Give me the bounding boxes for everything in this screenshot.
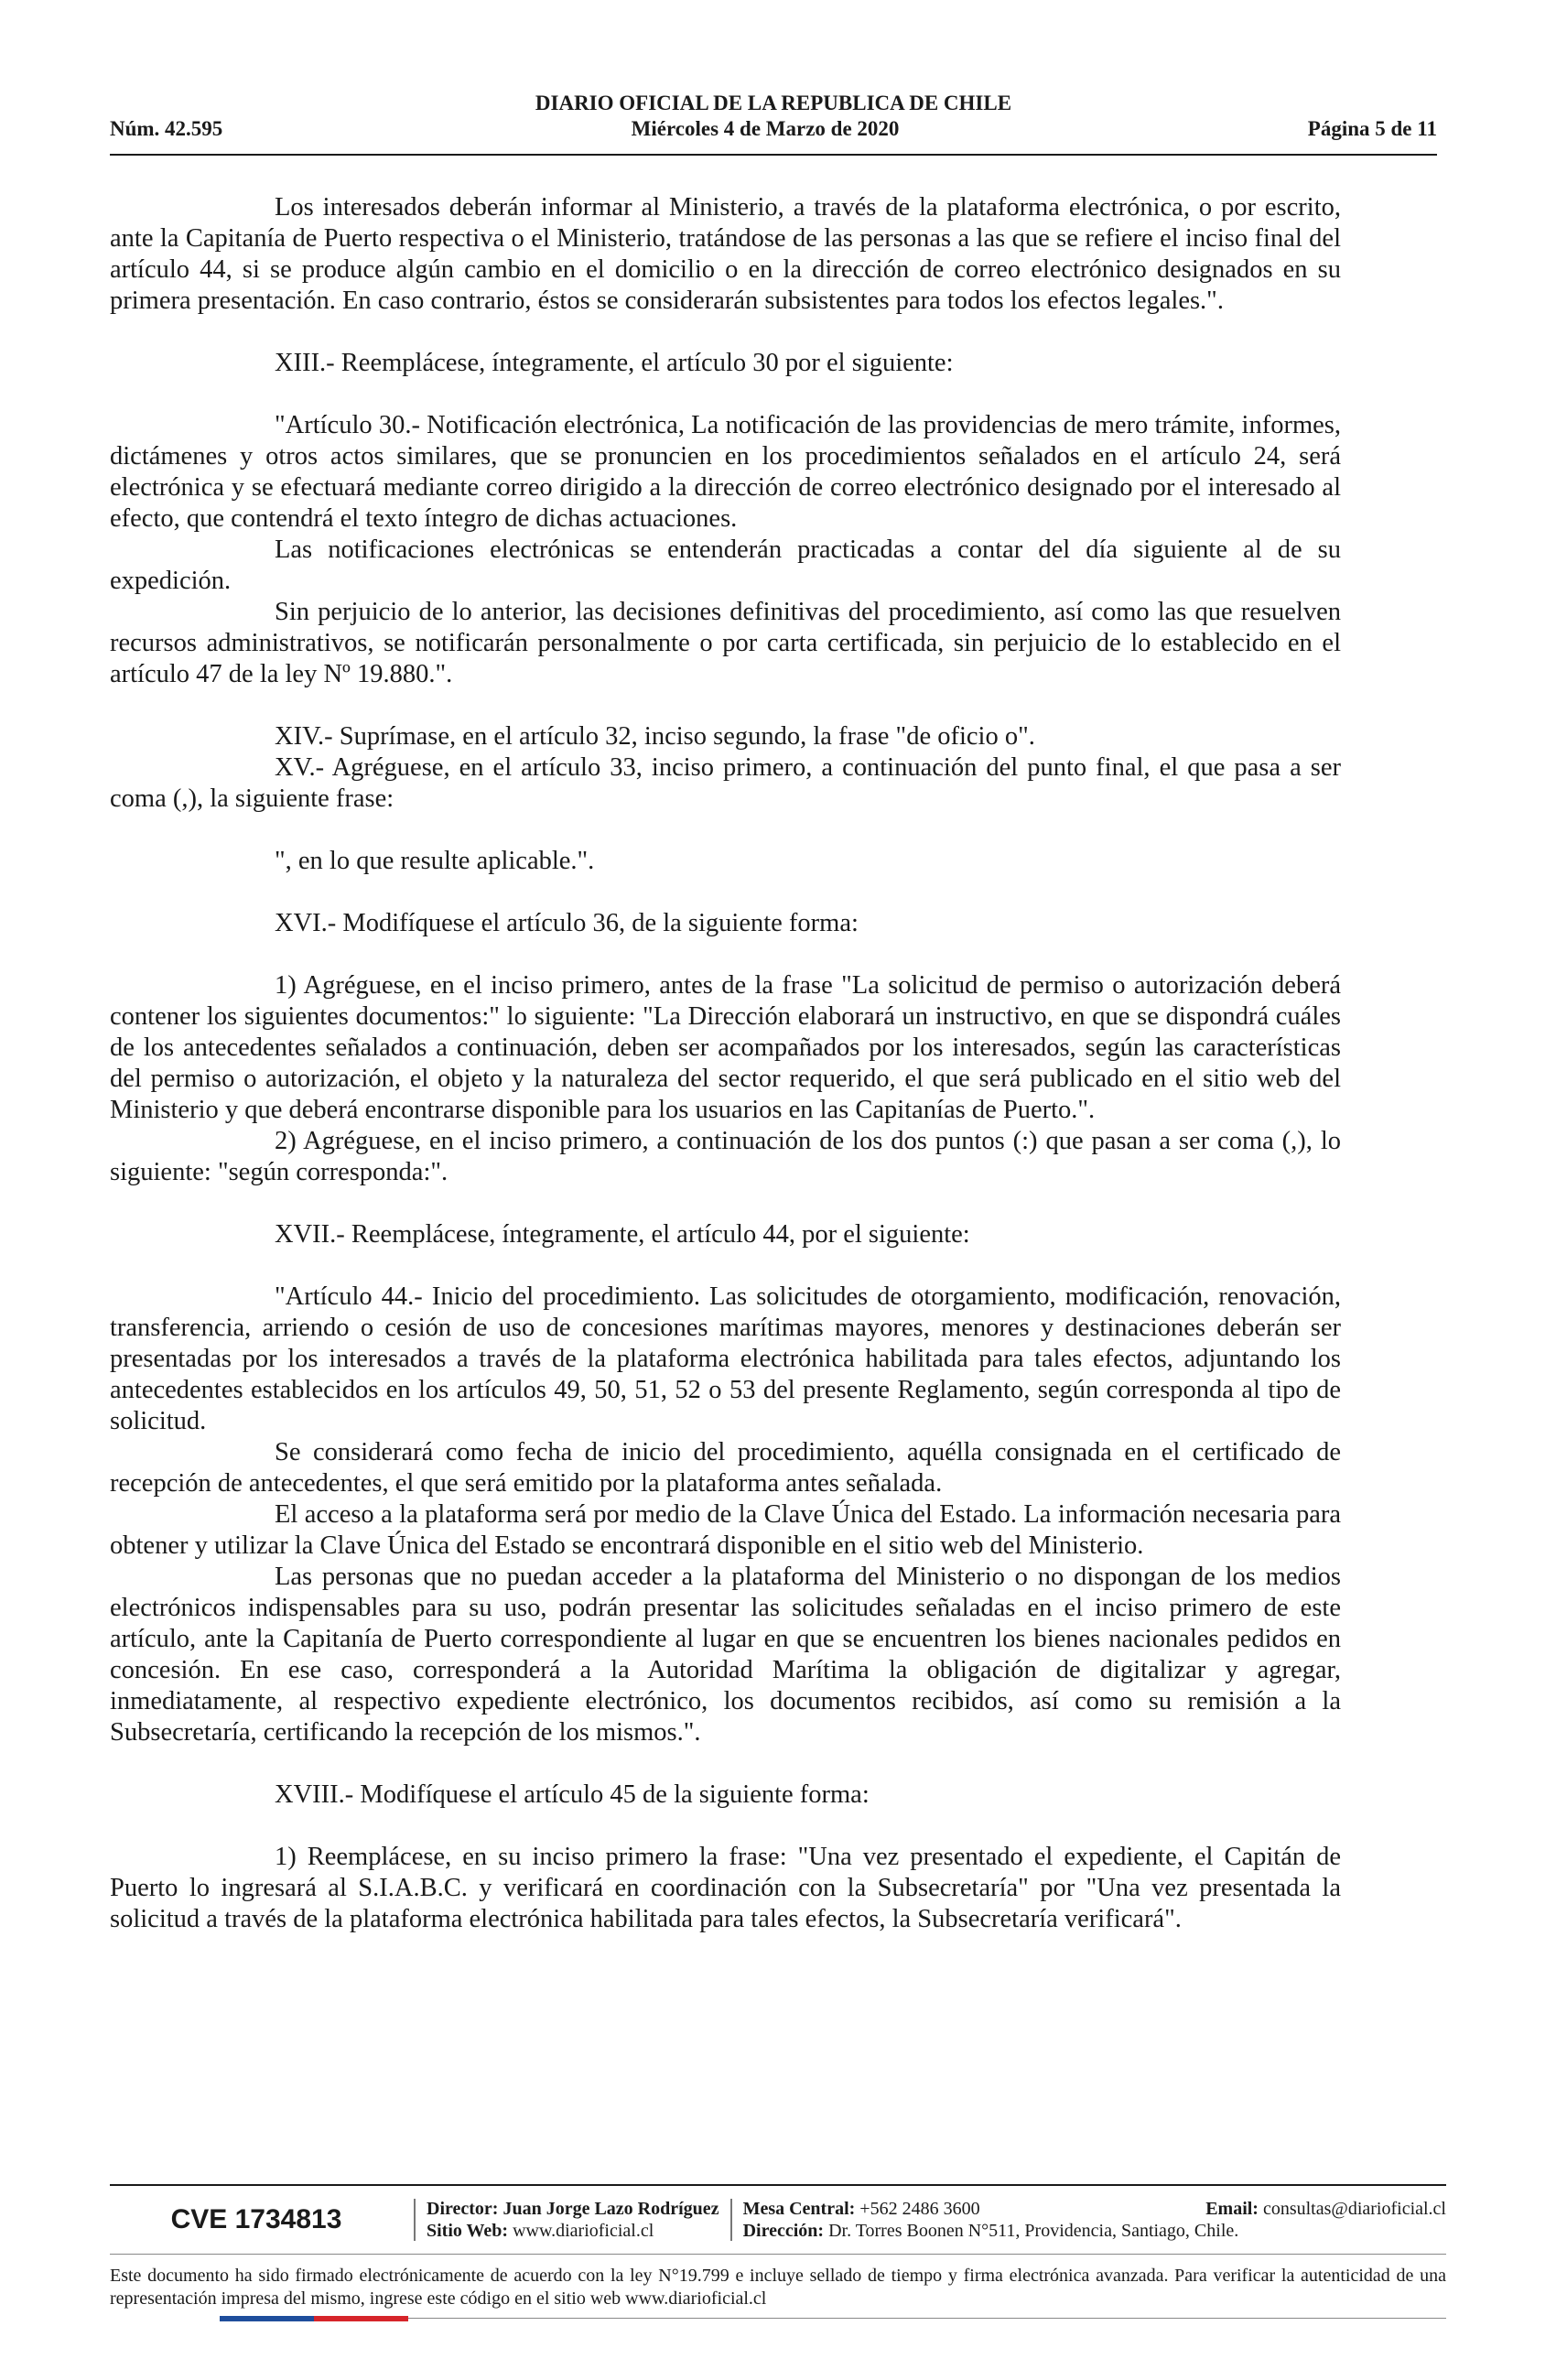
email-link[interactable]: consultas@diarioficial.cl	[1262, 2199, 1446, 2219]
email-label: Email:	[1205, 2199, 1259, 2219]
paragraph: XIII.- Reemplácese, íntegramente, el artículo 30 por el siguiente:	[275, 349, 954, 377]
issue-number: Núm. 42.595	[110, 117, 223, 140]
paragraph: Las personas que no puedan acceder a la plataforma del Ministerio o no dispongan de los medios electrónicos indispensables para su uso, podrán presentar las solicitudes señaladas en el inciso primero de este artículo, ante la Capitanía de Puerto correspondiente al lugar en que se encuentren los bienes nacionales pedidos en concesión. En ese caso, corresponderá a la Autoridad Marítima la obligación de digitalizar y agregar, inmediatamente, al respectivo expediente electrónico, los documentos recibidos, así como su remisión a la Subsecretaría, certificando la recepción de los mismos.".	[110, 1563, 1341, 1747]
paragraph: XVIII.- Modifíquese el artículo 45 de la siguiente forma:	[275, 1780, 870, 1809]
footer-contact-block	[743, 2198, 1446, 2242]
address-text: Dr. Torres Boonen N°511, Providencia, Santiago, Chile.	[828, 2221, 1239, 2241]
footer-divider	[110, 2184, 1446, 2186]
paragraph: 1) Reemplácese, en su inciso primero la frase: "Una vez presentado el expediente, el Capitán de Puerto lo ingresará al S.I.A.B.C. y verificará en coordinación con la Subsecretaría" por "Una vez presentada la solicitud a través de la plataforma electrónica habilitada para tales efectos, la Subsecretaría verificará".	[110, 1843, 1341, 1933]
page-footer	[110, 2190, 1446, 2250]
paragraph: Sin perjuicio de lo anterior, las decisiones definitivas del procedimiento, así como las que resuelven recursos administrativos, se notificarán personalmente o por carta certificada, sin perjuicio de lo establecido en el artículo 47 de la ley Nº 19.880.".	[110, 598, 1341, 688]
paragraph: XVII.- Reemplácese, íntegramente, el artículo 44, por el siguiente:	[275, 1220, 970, 1249]
website-link[interactable]: www.diarioficial.cl	[513, 2221, 654, 2241]
paragraph: 1) Agréguese, en el inciso primero, antes de la frase "La solicitud de permiso o autorización deberá contener los siguientes documentos:" lo siguiente: "La Dirección elaborará un instructivo, en que se dispondrá cuáles de los antecedentes señalados a continuación, deben ser acompañados por los interesados, según las características del permiso o autorización, el objeto y la naturaleza del sector requerido, el que será publicado en el sitio web del Ministerio y que deberá encontrarse disponible para los usuarios en las Capitanías de Puerto.".	[110, 971, 1341, 1124]
footer-separator	[414, 2199, 416, 2241]
paragraph: "Artículo 44.- Inicio del procedimiento. Las solicitudes de otorgamiento, modificación, renovación, transferencia, arriendo o cesión de uso de concesiones marítimas mayores, menores y destinaciones deberán ser presentadas por los interesados a través de la plataforma electrónica habilitada para tales efectos, adjuntando los antecedentes establecidos en los artículos 49, 50, 51, 52 o 53 del presente Reglamento, según corresponda al tipo de solicitud.	[110, 1282, 1341, 1435]
bottom-rule	[408, 2318, 1446, 2319]
paragraph: El acceso a la plataforma será por medio de la Clave Única del Estado. La información necesaria para obtener y utilizar la Clave Única del Estado se encontrará disponible en el sitio web del Ministerio.	[110, 1500, 1341, 1560]
paragraph: XIV.- Suprímase, en el artículo 32, inciso segundo, la frase "de oficio o".	[275, 722, 1035, 751]
footer-divider-thin	[110, 2254, 1446, 2255]
website-label: Sitio Web:	[427, 2221, 509, 2241]
flag-blue-segment	[220, 2316, 314, 2321]
page-header	[110, 92, 1437, 143]
footer-director-block	[427, 2198, 719, 2242]
paragraph: 2) Agréguese, en el inciso primero, a continuación de los dos puntos (:) que pasan a ser coma (,), lo siguiente: "según corresponda:".	[110, 1127, 1341, 1186]
phone-label: Mesa Central:	[742, 2199, 856, 2219]
issue-date: Miércoles 4 de Marzo de 2020	[631, 117, 900, 140]
signature-note: Este documento ha sido firmado electrónicamente de acuerdo con la ley N°19.799 e incluye sellado de tiempo y firma electrónica avanzada. Para verificar la autenticidad de una representación impresa del mismo, ingrese este código en el sitio web www.diarioficial.cl	[110, 2266, 1446, 2309]
paragraph: XV.- Agréguese, en el artículo 33, inciso primero, a continuación del punto final, el que pasa a ser coma (,), la siguiente frase:	[110, 753, 1341, 813]
page-number: Página 5 de 11	[1307, 117, 1437, 140]
header-divider	[110, 154, 1437, 156]
phone-number: +562 2486 3600	[859, 2199, 980, 2219]
address-label: Dirección:	[742, 2221, 825, 2241]
paragraph: "Artículo 30.- Notificación electrónica, La notificación de las providencias de mero trámite, informes, dictámenes y otros actos similares, que se pronuncien en los procedimientos señalados en el artículo 24, será electrónica y se efectuará mediante correo dirigido a la dirección de correo electrónico designado por el interesado al efecto, que contendrá el texto íntegro de dichas actuaciones.	[110, 411, 1341, 533]
cve-code: CVE 1734813	[170, 2204, 342, 2234]
paragraph: Los interesados deberán informar al Ministerio, a través de la plataforma electrónica, o por escrito, ante la Capitanía de Puerto respectiva o el Ministerio, tratándose de las personas a las que se refiere el inciso final del artículo 44, si se produce algún cambio en el domicilio o en la dirección de correo electrónico designados en su primera presentación. En caso contrario, éstos se considerarán subsistentes para todos los efectos legales.".	[110, 193, 1341, 315]
header-meta-row	[110, 115, 1437, 143]
gazette-title: DIARIO OFICIAL DE LA REPUBLICA DE CHILE	[535, 92, 1012, 114]
paragraph: ", en lo que resulte aplicable.".	[275, 847, 595, 875]
director-label: Director:	[427, 2199, 499, 2219]
director-name: Juan Jorge Lazo Rodríguez	[502, 2199, 719, 2219]
flag-red-segment	[314, 2316, 408, 2321]
paragraph: Las notificaciones electrónicas se entenderán practicadas a contar del día siguiente al de su expedición.	[110, 536, 1341, 595]
flag-stripe	[220, 2316, 408, 2321]
paragraph: Se considerará como fecha de inicio del procedimiento, aquélla consignada en el certificado de recepción de antecedentes, el que será emitido por la plataforma antes señalada.	[110, 1438, 1341, 1498]
document-body	[110, 192, 1341, 1935]
footer-separator	[730, 2199, 732, 2241]
paragraph: XVI.- Modifíquese el artículo 36, de la siguiente forma:	[275, 909, 859, 937]
